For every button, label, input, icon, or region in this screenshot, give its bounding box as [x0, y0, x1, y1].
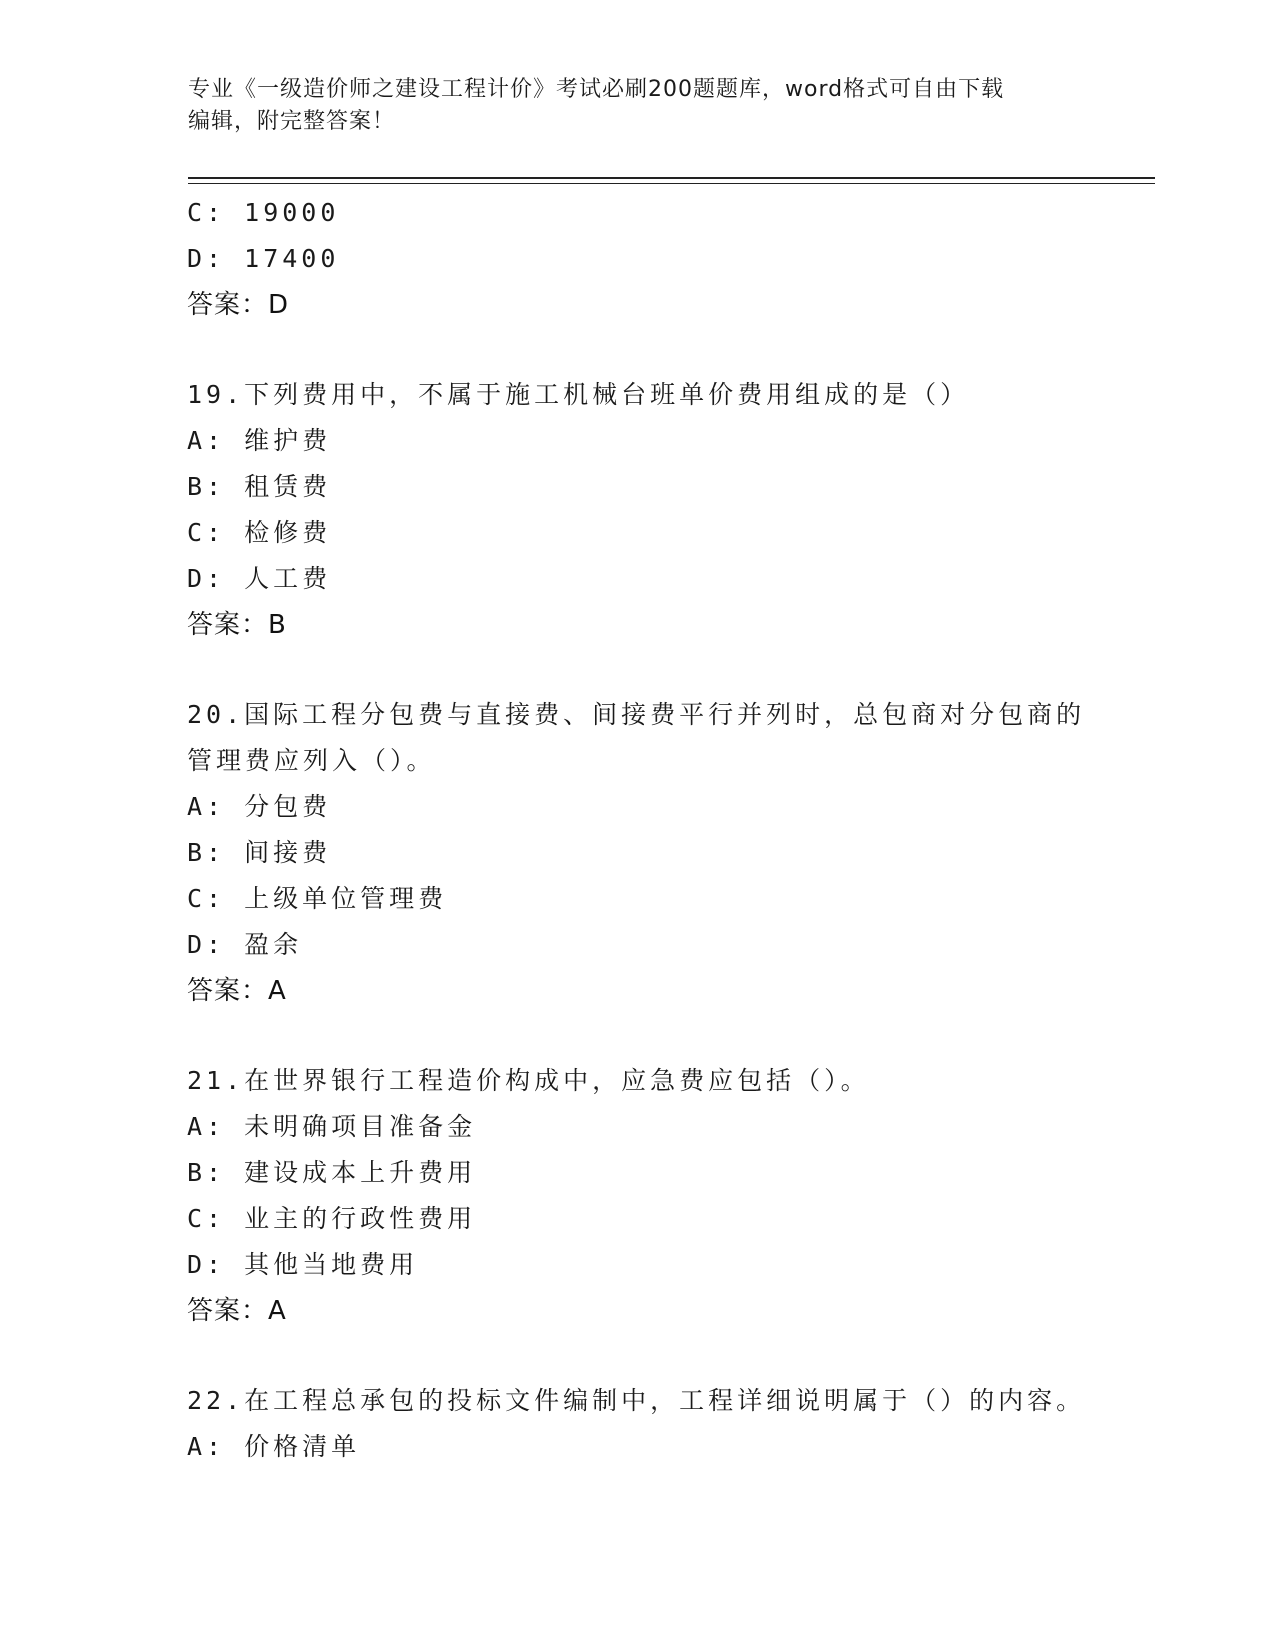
option-c: C: 上级单位管理费 [187, 884, 448, 913]
answer: 答案：D [187, 290, 290, 320]
option-d: D: 人工费 [187, 564, 332, 593]
option-a: A: 维护费 [187, 426, 332, 455]
option-d: D: 盈余 [187, 930, 303, 959]
question-21 [187, 1058, 1087, 1334]
option-d: D: 17400 [187, 244, 340, 273]
question-22 [187, 1378, 1087, 1470]
option-d: D: 其他当地费用 [187, 1250, 419, 1279]
question-stem: 21.在世界银行工程造价构成中，应急费应包括（）。 [187, 1066, 870, 1095]
header-line-2: 编辑，附完整答案！ [188, 109, 396, 134]
question-19 [187, 372, 1087, 648]
header-divider-thin [188, 183, 1155, 184]
question-stem: 19.下列费用中，不属于施工机械台班单价费用组成的是（） [187, 380, 970, 409]
spacer [187, 328, 1087, 372]
option-c: C: 19000 [187, 198, 340, 227]
spacer [187, 1334, 1087, 1378]
option-b: B: 建设成本上升费用 [187, 1158, 477, 1187]
answer: 答案：A [187, 1296, 287, 1326]
question-stem-line-1: 20.国际工程分包费与直接费、间接费平行并列时，总包商对分包商的 [187, 700, 1086, 729]
spacer [187, 1014, 1087, 1058]
question-prev [187, 190, 1087, 328]
option-c: C: 检修费 [187, 518, 332, 547]
question-stem: 22.在工程总承包的投标文件编制中，工程详细说明属于（）的内容。 [187, 1386, 1086, 1415]
header-line-1: 专业《一级造价师之建设工程计价》考试必刷200题题库，word格式可自由下载 [188, 77, 1005, 102]
header-divider-thick [188, 177, 1155, 179]
option-c: C: 业主的行政性费用 [187, 1204, 477, 1233]
option-b: B: 租赁费 [187, 472, 332, 501]
option-a: A: 未明确项目准备金 [187, 1112, 477, 1141]
question-20 [187, 692, 1087, 1014]
option-a: A: 价格清单 [187, 1432, 361, 1461]
question-list [187, 190, 1087, 1470]
document-header [188, 74, 1088, 138]
spacer [187, 648, 1087, 692]
answer: 答案：B [187, 610, 287, 640]
option-a: A: 分包费 [187, 792, 332, 821]
option-b: B: 间接费 [187, 838, 332, 867]
question-stem-line-2: 管理费应列入（）。 [187, 746, 436, 775]
answer: 答案：A [187, 976, 287, 1006]
